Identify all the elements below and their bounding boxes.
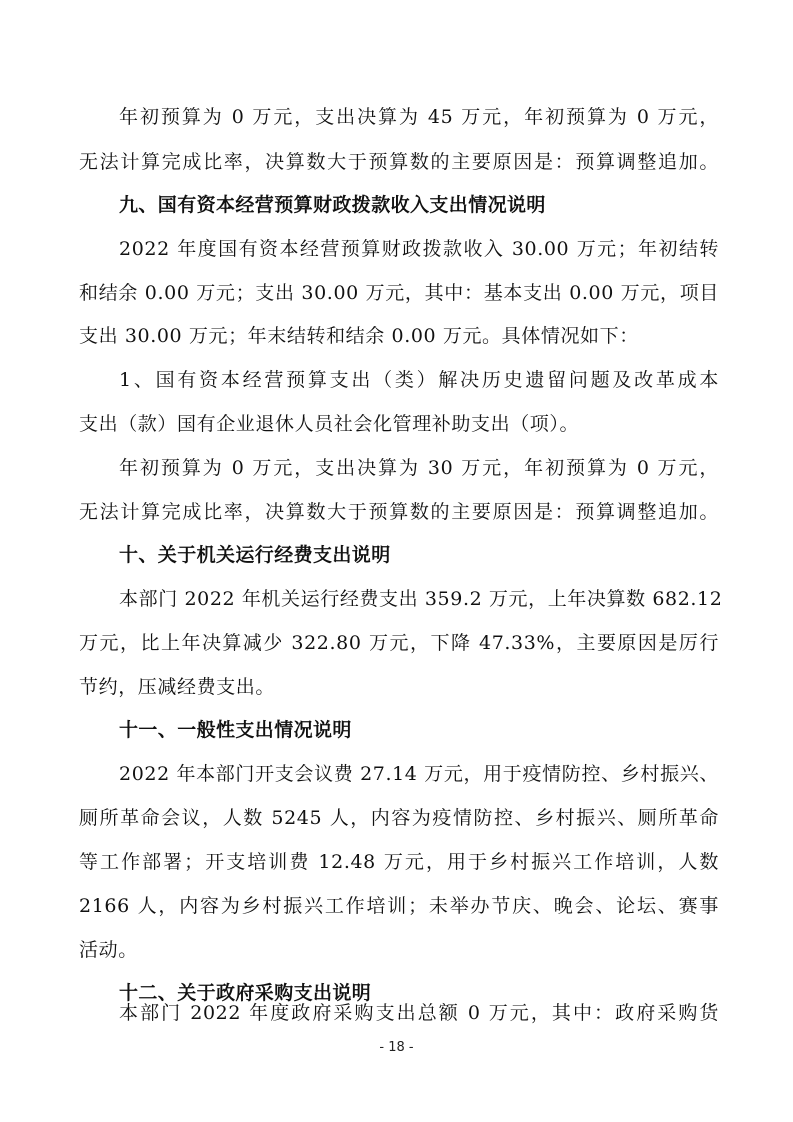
section-heading-11: 十一、一般性支出情况说明 [119, 719, 352, 741]
page-number: - 18 - [379, 1040, 414, 1055]
paragraph-line: 2022 年度国有资本经营预算财政拨款收入 30.00 万元；年初结转 [119, 238, 719, 260]
section-heading-12: 十二、关于政府采购支出说明 [119, 982, 372, 1004]
paragraph-line: 等工作部署；开支培训费 12.48 万元，用于乡村振兴工作培训，人数 [79, 851, 719, 873]
paragraph-line: 和结余 0.00 万元；支出 30.00 万元，其中：基本支出 0.00 万元，项目 [79, 282, 719, 304]
paragraph-line: 2022 年本部门开支会议费 27.14 万元，用于疫情防控、乡村振兴、 [119, 763, 719, 785]
paragraph-line: 支出（款）国有企业退休人员社会化管理补助支出（项）。 [79, 413, 580, 435]
paragraph-line: 无法计算完成比率，决算数大于预算数的主要原因是：预算调整追加。 [79, 501, 719, 523]
paragraph-line: 厕所革命会议，人数 5245 人，内容为疫情防控、乡村振兴、厕所革命 [79, 807, 719, 829]
paragraph-line: 支出 30.00 万元；年末结转和结余 0.00 万元。具体情况如下： [79, 325, 639, 347]
paragraph-line: 年初预算为 0 万元，支出决算为 30 万元，年初预算为 0 万元， [119, 457, 719, 479]
paragraph-line: 1、国有资本经营预算支出（类）解决历史遗留问题及改革成本 [119, 369, 719, 391]
section-heading-9: 九、国有资本经营预算财政拨款收入支出情况说明 [119, 194, 546, 216]
paragraph-line: 2166 人，内容为乡村振兴工作培训；未举办节庆、晚会、论坛、赛事 [79, 895, 719, 917]
paragraph-line: 本部门 2022 年度政府采购支出总额 0 万元，其中：政府采购货 [119, 1002, 719, 1024]
paragraph-line: 本部门 2022 年机关运行经费支出 359.2 万元，上年决算数 682.12 [119, 588, 723, 610]
paragraph-line: 活动。 [79, 939, 138, 961]
paragraph-line: 年初预算为 0 万元，支出决算为 45 万元，年初预算为 0 万元， [119, 106, 719, 128]
paragraph-line: 节约，压减经费支出。 [79, 676, 276, 698]
paragraph-line: 无法计算完成比率，决算数大于预算数的主要原因是：预算调整追加。 [79, 151, 719, 173]
section-heading-10: 十、关于机关运行经费支出说明 [119, 544, 391, 566]
paragraph-line: 万元，比上年决算减少 322.80 万元，下降 47.33%，主要原因是厉行 [79, 632, 719, 654]
